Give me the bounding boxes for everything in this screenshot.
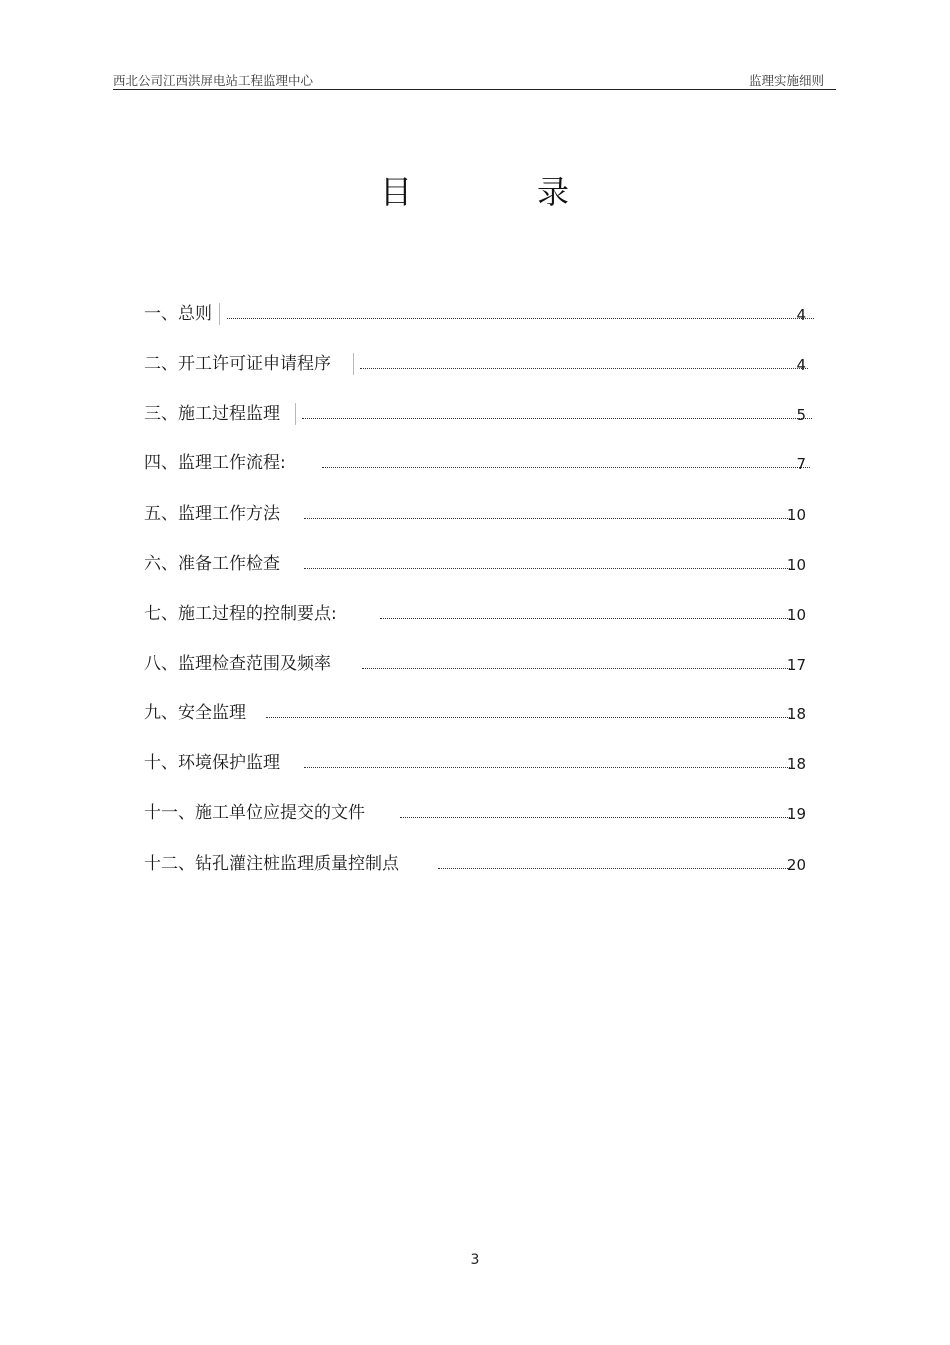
- toc-entry-label: 二、开工许可证申请程序: [144, 354, 331, 374]
- dot-leader: [304, 518, 790, 519]
- toc-entry-page: 18: [786, 755, 806, 773]
- text-cursor-mark: [295, 403, 296, 425]
- toc-entry-page: 5: [796, 406, 806, 424]
- toc-entry-3[interactable]: [144, 402, 816, 426]
- toc-entry-label: 十一、施工单位应提交的文件: [144, 803, 365, 823]
- dot-leader: [380, 618, 790, 619]
- toc-entry-label: 九、安全监理: [144, 703, 246, 723]
- toc-entry-page: 4: [796, 306, 806, 324]
- dot-leader: [322, 467, 810, 468]
- dot-leader: [438, 868, 790, 869]
- toc-entry-9[interactable]: [144, 701, 816, 725]
- toc-entry-7[interactable]: [144, 602, 816, 626]
- toc-entry-4[interactable]: [144, 451, 816, 475]
- toc-entry-page: 18: [786, 705, 806, 723]
- page-number: 3: [470, 1252, 480, 1268]
- toc-title-char-2: 录: [537, 173, 570, 211]
- dot-leader: [302, 418, 812, 419]
- text-cursor-mark: [353, 353, 354, 375]
- dot-leader: [400, 817, 790, 818]
- toc-title-char-1: 目: [380, 173, 413, 211]
- dot-leader: [360, 368, 808, 369]
- dot-leader: [304, 767, 790, 768]
- page-header: [113, 70, 836, 90]
- header-document-type: 监理实施细则: [748, 73, 824, 88]
- toc-entry-label: 五、监理工作方法: [144, 504, 280, 524]
- toc-entry-label: 七、施工过程的控制要点:: [144, 604, 337, 624]
- toc-entry-page: 10: [786, 606, 806, 624]
- dot-leader: [266, 717, 790, 718]
- dot-leader: [227, 318, 814, 319]
- toc-entry-page: 7: [796, 455, 806, 473]
- toc-entry-12[interactable]: [144, 852, 816, 876]
- toc-entry-8[interactable]: [144, 652, 816, 676]
- header-organization: 西北公司江西洪屏电站工程监理中心: [113, 73, 314, 88]
- toc-entry-page: 17: [786, 656, 806, 674]
- toc-entry-label: 三、施工过程监理: [144, 404, 280, 424]
- toc-entry-label: 八、监理检查范围及频率: [144, 654, 331, 674]
- text-cursor-mark: [219, 303, 220, 325]
- toc-entry-label: 一、总则: [144, 304, 212, 324]
- toc-entry-1[interactable]: [144, 302, 816, 326]
- toc-entry-page: 19: [786, 805, 806, 823]
- toc-entry-label: 十、环境保护监理: [144, 753, 280, 773]
- toc-entry-2[interactable]: [144, 352, 816, 376]
- toc-entry-label: 十二、钻孔灌注桩监理质量控制点: [144, 854, 399, 874]
- toc-entry-page: 20: [786, 856, 806, 874]
- toc-entry-5[interactable]: [144, 502, 816, 526]
- toc-entry-page: 10: [786, 556, 806, 574]
- toc-entry-label: 四、监理工作流程:: [144, 453, 286, 473]
- toc-entry-6[interactable]: [144, 552, 816, 576]
- dot-leader: [304, 568, 790, 569]
- toc-title: [0, 172, 950, 216]
- toc-entry-page: 4: [796, 356, 806, 374]
- dot-leader: [362, 668, 790, 669]
- toc-entry-10[interactable]: [144, 751, 816, 775]
- toc-entry-label: 六、准备工作检查: [144, 554, 280, 574]
- toc-entry-page: 10: [786, 506, 806, 524]
- toc-entry-11[interactable]: [144, 801, 816, 825]
